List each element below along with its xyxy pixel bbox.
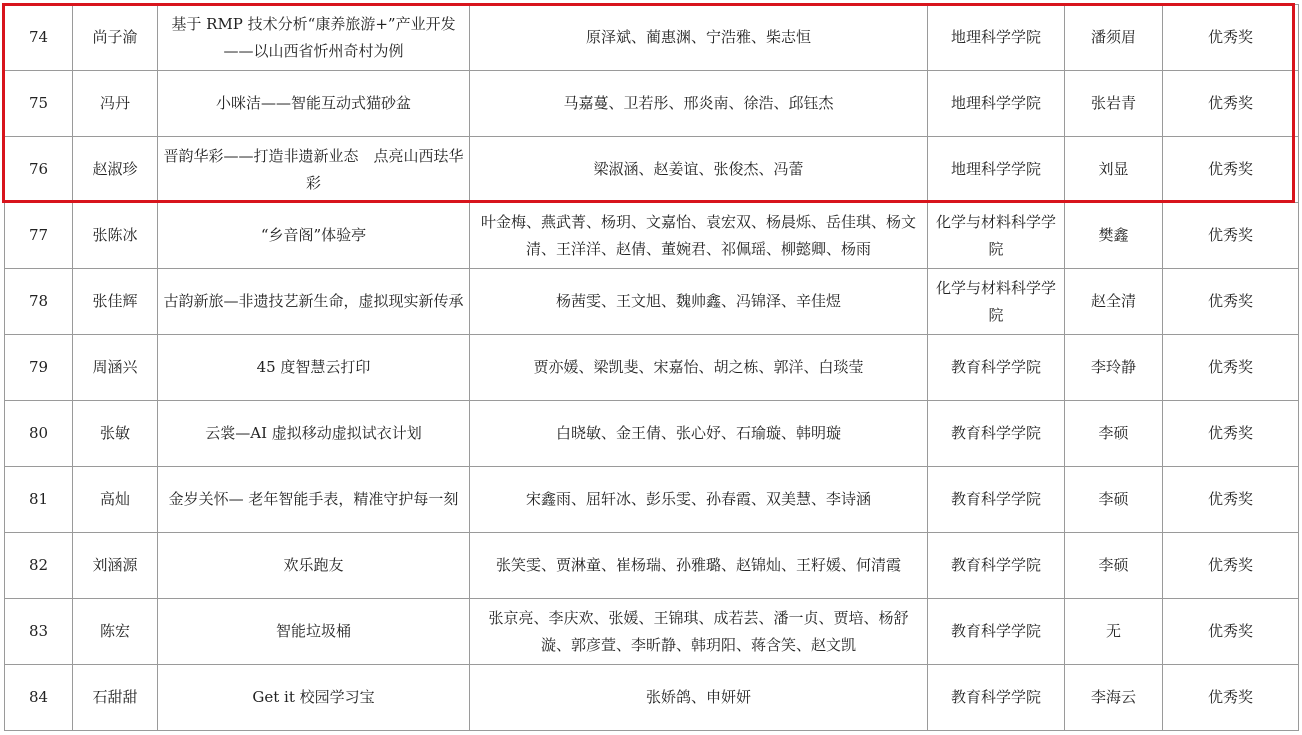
row-number: 75 — [5, 71, 73, 137]
row-number: 82 — [5, 533, 73, 599]
project-title: 云裳—AI 虚拟移动虚拟试衣计划 — [158, 401, 470, 467]
row-number: 83 — [5, 599, 73, 665]
awards-table — [4, 4, 1299, 731]
leader-name: 石甜甜 — [73, 665, 158, 731]
college-name: 化学与材料科学学院 — [928, 269, 1065, 335]
row-number: 74 — [5, 5, 73, 71]
leader-name: 尚子渝 — [73, 5, 158, 71]
team-members: 马嘉蔓、卫若彤、邢炎南、徐浩、邱钰杰 — [470, 71, 928, 137]
project-title: 小咪洁——智能互动式猫砂盆 — [158, 71, 470, 137]
project-title: 智能垃圾桶 — [158, 599, 470, 665]
leader-name: 陈宏 — [73, 599, 158, 665]
award-level: 优秀奖 — [1163, 137, 1299, 203]
project-title: 晋韵华彩——打造非遗新业态 点亮山西珐华彩 — [158, 137, 470, 203]
award-level: 优秀奖 — [1163, 5, 1299, 71]
team-members: 白晓敏、金王倩、张心妤、石瑜璇、韩明璇 — [470, 401, 928, 467]
college-name: 教育科学学院 — [928, 665, 1065, 731]
table-row — [5, 665, 1299, 731]
project-title: 古韵新旅—非遗技艺新生命，虚拟现实新传承 — [158, 269, 470, 335]
table-row — [5, 335, 1299, 401]
award-level: 优秀奖 — [1163, 665, 1299, 731]
table-row — [5, 599, 1299, 665]
table-row — [5, 269, 1299, 335]
advisor-name: 张岩青 — [1065, 71, 1163, 137]
team-members: 杨茜雯、王文旭、魏帅鑫、冯锦泽、辛佳煜 — [470, 269, 928, 335]
advisor-name: 樊鑫 — [1065, 203, 1163, 269]
college-name: 教育科学学院 — [928, 533, 1065, 599]
advisor-name: 潘须眉 — [1065, 5, 1163, 71]
table-row — [5, 401, 1299, 467]
leader-name: 周涵兴 — [73, 335, 158, 401]
award-level: 优秀奖 — [1163, 71, 1299, 137]
team-members: 张京亮、李庆欢、张媛、王锦琪、成若芸、潘一贞、贾培、杨舒漩、郭彦萱、李昕静、韩玥阳、蒋含笑、赵文凯 — [470, 599, 928, 665]
advisor-name: 无 — [1065, 599, 1163, 665]
advisor-name: 李海云 — [1065, 665, 1163, 731]
award-level: 优秀奖 — [1163, 335, 1299, 401]
award-level: 优秀奖 — [1163, 599, 1299, 665]
team-members: 宋鑫雨、屈轩冰、彭乐雯、孙春霞、双美慧、李诗涵 — [470, 467, 928, 533]
award-level: 优秀奖 — [1163, 467, 1299, 533]
row-number: 81 — [5, 467, 73, 533]
table-body — [5, 5, 1299, 731]
team-members: 张娇鸽、申妍妍 — [470, 665, 928, 731]
project-title: 金岁关怀— 老年智能手表，精准守护每一刻 — [158, 467, 470, 533]
college-name: 教育科学学院 — [928, 599, 1065, 665]
leader-name: 冯丹 — [73, 71, 158, 137]
college-name: 教育科学学院 — [928, 467, 1065, 533]
team-members: 贾亦媛、梁凯斐、宋嘉怡、胡之栋、郭洋、白琰莹 — [470, 335, 928, 401]
advisor-name: 李硕 — [1065, 533, 1163, 599]
leader-name: 赵淑珍 — [73, 137, 158, 203]
leader-name: 张陈冰 — [73, 203, 158, 269]
college-name: 地理科学学院 — [928, 71, 1065, 137]
table-row — [5, 137, 1299, 203]
table-row — [5, 203, 1299, 269]
table-row — [5, 533, 1299, 599]
team-members: 梁淑涵、赵姜谊、张俊杰、冯蕾 — [470, 137, 928, 203]
project-title: Get it 校园学习宝 — [158, 665, 470, 731]
row-number: 78 — [5, 269, 73, 335]
row-number: 79 — [5, 335, 73, 401]
project-title: “乡音阁”体验亭 — [158, 203, 470, 269]
college-name: 地理科学学院 — [928, 5, 1065, 71]
leader-name: 刘涵源 — [73, 533, 158, 599]
leader-name: 高灿 — [73, 467, 158, 533]
leader-name: 张佳辉 — [73, 269, 158, 335]
award-level: 优秀奖 — [1163, 401, 1299, 467]
college-name: 教育科学学院 — [928, 401, 1065, 467]
advisor-name: 李玲静 — [1065, 335, 1163, 401]
table-row — [5, 5, 1299, 71]
row-number: 80 — [5, 401, 73, 467]
team-members: 原泽斌、蔺惠渊、宁浩雅、柴志恒 — [470, 5, 928, 71]
award-level: 优秀奖 — [1163, 533, 1299, 599]
row-number: 76 — [5, 137, 73, 203]
team-members: 张笑雯、贾淋童、崔杨瑞、孙雅璐、赵锦灿、王籽媛、何清霞 — [470, 533, 928, 599]
advisor-name: 刘显 — [1065, 137, 1163, 203]
college-name: 地理科学学院 — [928, 137, 1065, 203]
table-row — [5, 71, 1299, 137]
advisor-name: 赵全清 — [1065, 269, 1163, 335]
college-name: 教育科学学院 — [928, 335, 1065, 401]
leader-name: 张敏 — [73, 401, 158, 467]
team-members: 叶金梅、燕武菁、杨玥、文嘉怡、袁宏双、杨晨烁、岳佳琪、杨文清、王洋洋、赵倩、董婉君、祁佩瑶、柳懿卿、杨雨 — [470, 203, 928, 269]
award-level: 优秀奖 — [1163, 203, 1299, 269]
table-row — [5, 467, 1299, 533]
advisor-name: 李硕 — [1065, 401, 1163, 467]
project-title: 基于 RMP 技术分析“康养旅游+”产业开发——以山西省忻州奇村为例 — [158, 5, 470, 71]
college-name: 化学与材料科学学院 — [928, 203, 1065, 269]
project-title: 45 度智慧云打印 — [158, 335, 470, 401]
row-number: 77 — [5, 203, 73, 269]
advisor-name: 李硕 — [1065, 467, 1163, 533]
award-level: 优秀奖 — [1163, 269, 1299, 335]
project-title: 欢乐跑友 — [158, 533, 470, 599]
row-number: 84 — [5, 665, 73, 731]
